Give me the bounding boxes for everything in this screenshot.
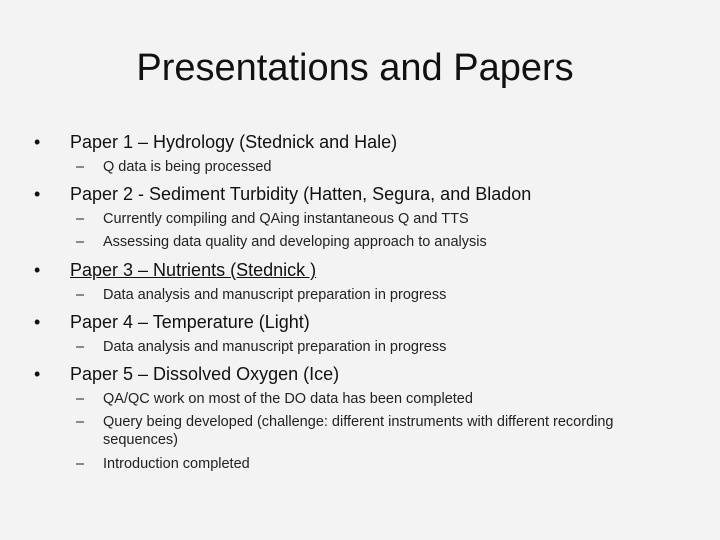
slide-title: Presentations and Papers [136, 47, 574, 89]
subitem-text: Q data is being processed [103, 159, 272, 175]
bullet-icon: • [34, 260, 41, 280]
subitem-text: Assessing data quality and developing approach to analysis [103, 234, 487, 250]
subitem-text: Data analysis and manuscript preparation in progress [103, 287, 447, 303]
dash-icon: – [76, 456, 85, 472]
bullet-icon: • [34, 364, 41, 384]
subitem-text: Introduction completed [103, 456, 250, 472]
bullet-icon: • [34, 184, 41, 204]
subitem-text: Data analysis and manuscript preparation in progress [103, 339, 447, 355]
paper-5-label: Paper 5 – Dissolved Oxygen (Ice) [70, 364, 340, 384]
dash-icon: – [76, 234, 85, 250]
dash-icon: – [76, 159, 85, 175]
dash-icon: – [76, 391, 85, 407]
dash-icon: – [76, 339, 85, 355]
paper-1-label: Paper 1 – Hydrology (Stednick and Hale) [70, 132, 398, 152]
dash-icon: – [76, 414, 85, 430]
bullet-icon: • [34, 312, 41, 332]
dash-icon: – [76, 211, 85, 227]
paper-4-label: Paper 4 – Temperature (Light) [70, 312, 310, 332]
subitem-text: Currently compiling and QAing instantaneous Q and TTS [103, 211, 469, 227]
subitem-text: QA/QC work on most of the DO data has been completed [103, 391, 473, 407]
paper-2-label: Paper 2 - Sediment Turbidity (Hatten, Segura, and Bladon [70, 184, 532, 204]
subitem-text: sequences) [103, 432, 178, 448]
subitem-text: Query being developed (challenge: different instruments with different recording [103, 414, 614, 430]
bullet-icon: • [34, 132, 41, 152]
paper-3-label: Paper 3 – Nutrients (Stednick ) [70, 260, 317, 280]
dash-icon: – [76, 287, 85, 303]
